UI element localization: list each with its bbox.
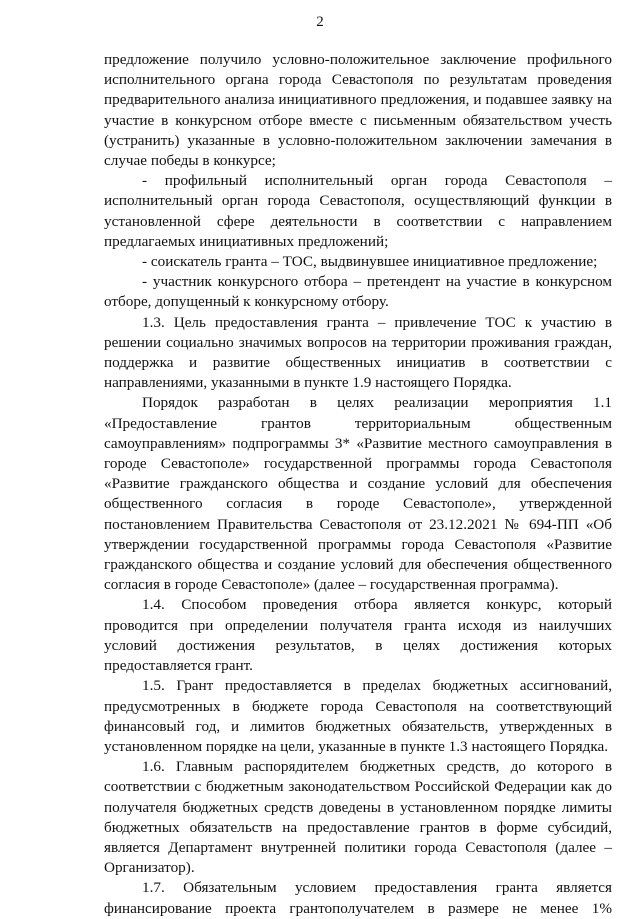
- paragraph-definition-participant: - участник конкурсного отбора – претендент на участие в конкурсном отборе, допущенный к конкурсному отбору.: [104, 273, 612, 311]
- paragraph-1-6: 1.6. Главным распорядителем бюджетных средств, до которого в соответствии с бюджетным законодательством Российской Федерации как до получателя бюджетных средств доведены в установленном порядке лимиты бюджетных обязательств на предоставление грантов в форме субсидий, является Департамент внутренней политики города Севастополя (далее – Организатор).: [104, 758, 612, 877]
- paragraph-procedure: Порядок разработан в целях реализации мероприятия 1.1 «Предоставление грантов территориальным общественным самоуправлениям» подпрограммы 3* «Развитие местного самоуправления в городе Севастополе» государственной программы города Севастополя «Развитие гражданского общества и создание условий для обеспечения общественного согласия в городе Севастополе», утвержденной постановлением Правительства Севастополя от 23.12.2021 № 694-ПП «Об утверждении государственной программы города Севастополя «Развитие гражданского общества и создание условий для обеспечения общественного согласия в городе Севастополе» (далее – государственная программа).: [104, 394, 612, 594]
- document-body: [104, 50, 612, 919]
- paragraph-1-4: 1.4. Способом проведения отбора является конкурс, который проводится при определении получателя гранта исходя из наилучших условий достижения результатов, в целях достижения которых предоставляется грант.: [104, 596, 612, 675]
- paragraph-1-7: 1.7. Обязательным условием предоставления гранта является финансирование проекта грантополучателем в размере не менее 1%: [104, 879, 612, 917]
- paragraph-definition-applicant: - соискатель гранта – ТОС, выдвинувшее инициативное предложение;: [142, 253, 598, 271]
- paragraph-definition-profile-organ: - профильный исполнительный орган города Севастополя – исполнительный орган города Севастополя, осуществляющий функции в установленной сфере деятельности в соответствии с направлением предлагаемых инициативных предложений;: [104, 172, 612, 250]
- paragraph-1-3: 1.3. Цель предоставления гранта – привлечение ТОС к участию в решении социально значимых вопросов на территории проживания граждан, поддержка и развитие общественных инициатив в соответствии с направлениями, указанными в пункте 1.9 настоящего Порядка.: [104, 313, 612, 392]
- paragraph-continuation: предложение получило условно-положительное заключение профильного исполнительного органа города Севастополя по результатам проведения предварительного анализа инициативного предложения, и подавшее заявку на участие в конкурсном отборе вместе с письменным обязательством учесть (устранить) указанные в условно-положительном заключении замечания в случае победы в конкурсе;: [104, 51, 612, 170]
- page-number: 2: [316, 14, 324, 30]
- paragraph-1-5: 1.5. Грант предоставляется в пределах бюджетных ассигнований, предусмотренных в бюджете города Севастополя на соответствующий финансовый год, и лимитов бюджетных обязательств, утвержденных в установленном порядке на цели, указанные в пункте 1.3 настоящего Порядка.: [104, 677, 612, 755]
